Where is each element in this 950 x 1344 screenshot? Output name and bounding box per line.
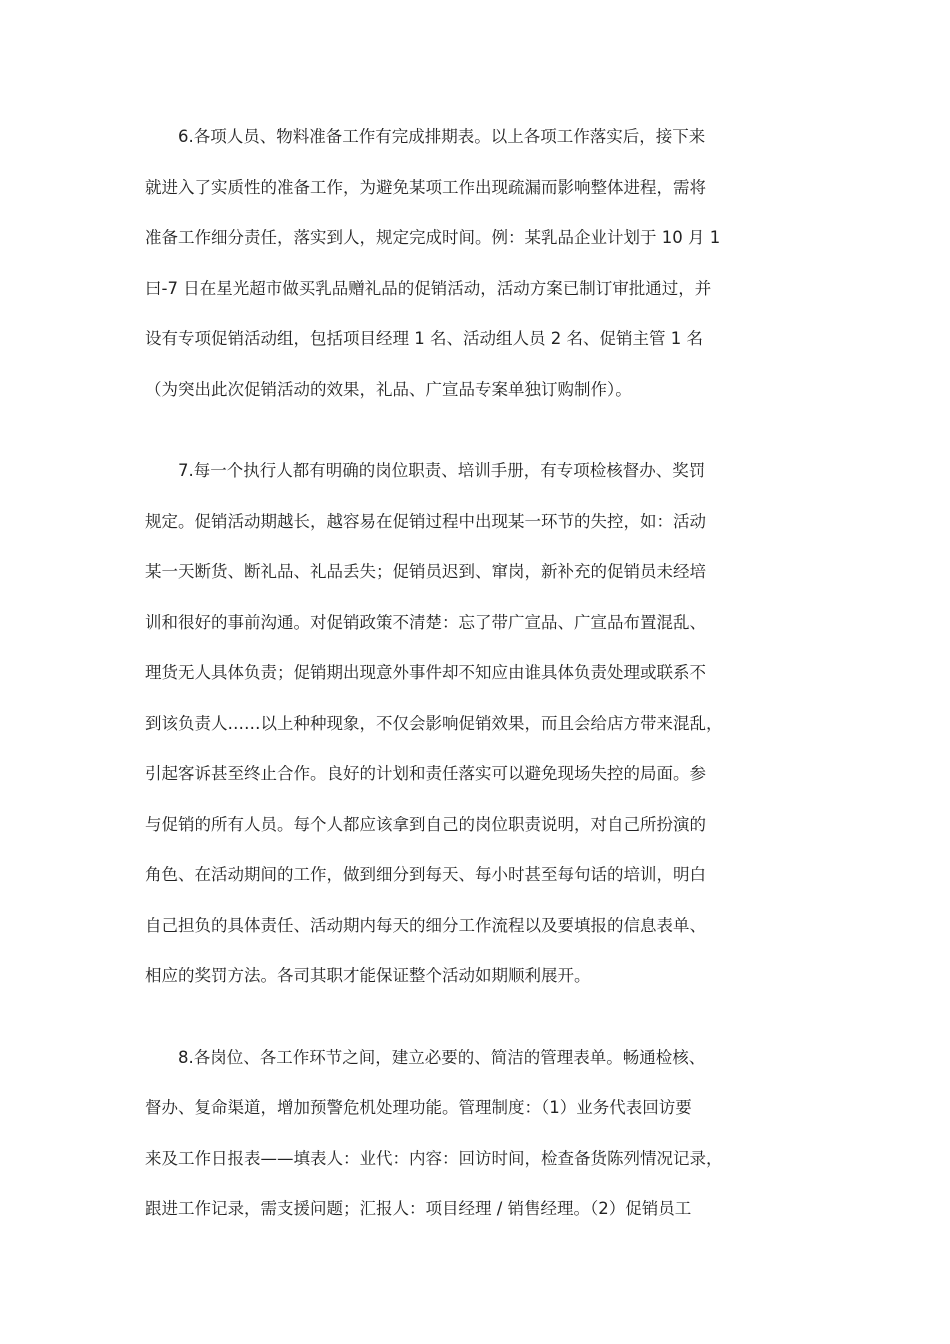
text-line: 督办、复命渠道，增加预警危机处理功能。管理制度：（1）业务代表回访要 [145, 1098, 692, 1117]
text-line: 准备工作细分责任，落实到人，规定完成时间。例：某乳品企业计划于 10 月 1 [145, 228, 721, 247]
text-line: 来及工作日报表——填表人：业代：内容：回访时间，检查备货陈列情况记录， [145, 1148, 723, 1168]
text-line: 7.每一个执行人都有明确的岗位职责、培训手册，有专项检核督办、奖罚 [178, 461, 706, 480]
text-line: 6.各项人员、物料准备工作有完成排期表。以上各项工作落实后，接下来 [178, 127, 706, 146]
text-line: 曰-7 日在星光超市做买乳品赠礼品的促销活动，活动方案已制订审批通过，并 [145, 278, 712, 298]
text-line: 某一天断货、断礼品、礼品丢失；促销员迟到、窜岗，新补充的促销员未经培 [145, 562, 706, 581]
text-line: （为突出此次促销活动的效果，礼品、广宣品专案单独订购制作）。 [145, 379, 632, 399]
text-line: 自己担负的具体责任、活动期内每天的细分工作流程以及要填报的信息表单、 [145, 915, 706, 935]
paragraph-7-responsibilities [145, 446, 807, 1002]
paragraph-6-staff-material-schedule [145, 112, 807, 415]
text-line: 理货无人具体负责；促销期出现意外事件却不知应由谁具体负责处理或联系不 [145, 663, 706, 682]
text-line: 到该负责人……以上种种现象，不仅会影响促销效果，而且会给店方带来混乱， [145, 713, 723, 733]
text-line: 跟进工作记录，需支援问题；汇报人：项目经理 / 销售经理。（2）促销员工 [145, 1199, 692, 1218]
text-line: 相应的奖罚方法。各司其职才能保证整个活动如期顺利展开。 [145, 966, 591, 985]
text-line: 规定。促销活动期越长，越容易在促销过程中出现某一环节的失控，如：活动 [145, 511, 706, 531]
text-line: 设有专项促销活动组，包括项目经理 1 名、活动组人员 2 名、促销主管 1 名 [145, 329, 703, 348]
text-line: 引起客诉甚至终止合作。良好的计划和责任落实可以避免现场失控的局面。参 [145, 764, 706, 783]
document-body [145, 112, 807, 1266]
text-line: 就进入了实质性的准备工作，为避免某项工作出现疏漏而影响整体进程，需将 [145, 177, 706, 197]
text-line: 8.各岗位、各工作环节之间，建立必要的、简洁的管理表单。畅通检核、 [178, 1047, 706, 1067]
text-line: 训和很好的事前沟通。对促销政策不清楚：忘了带广宣品、广宣品布置混乱、 [145, 612, 706, 632]
text-line: 与促销的所有人员。每个人都应该拿到自己的岗位职责说明，对自己所扮演的 [145, 814, 706, 834]
paragraph-8-management-forms [145, 1033, 807, 1235]
text-line: 角色、在活动期间的工作，做到细分到每天、每小时甚至每句话的培训，明白 [145, 865, 706, 884]
